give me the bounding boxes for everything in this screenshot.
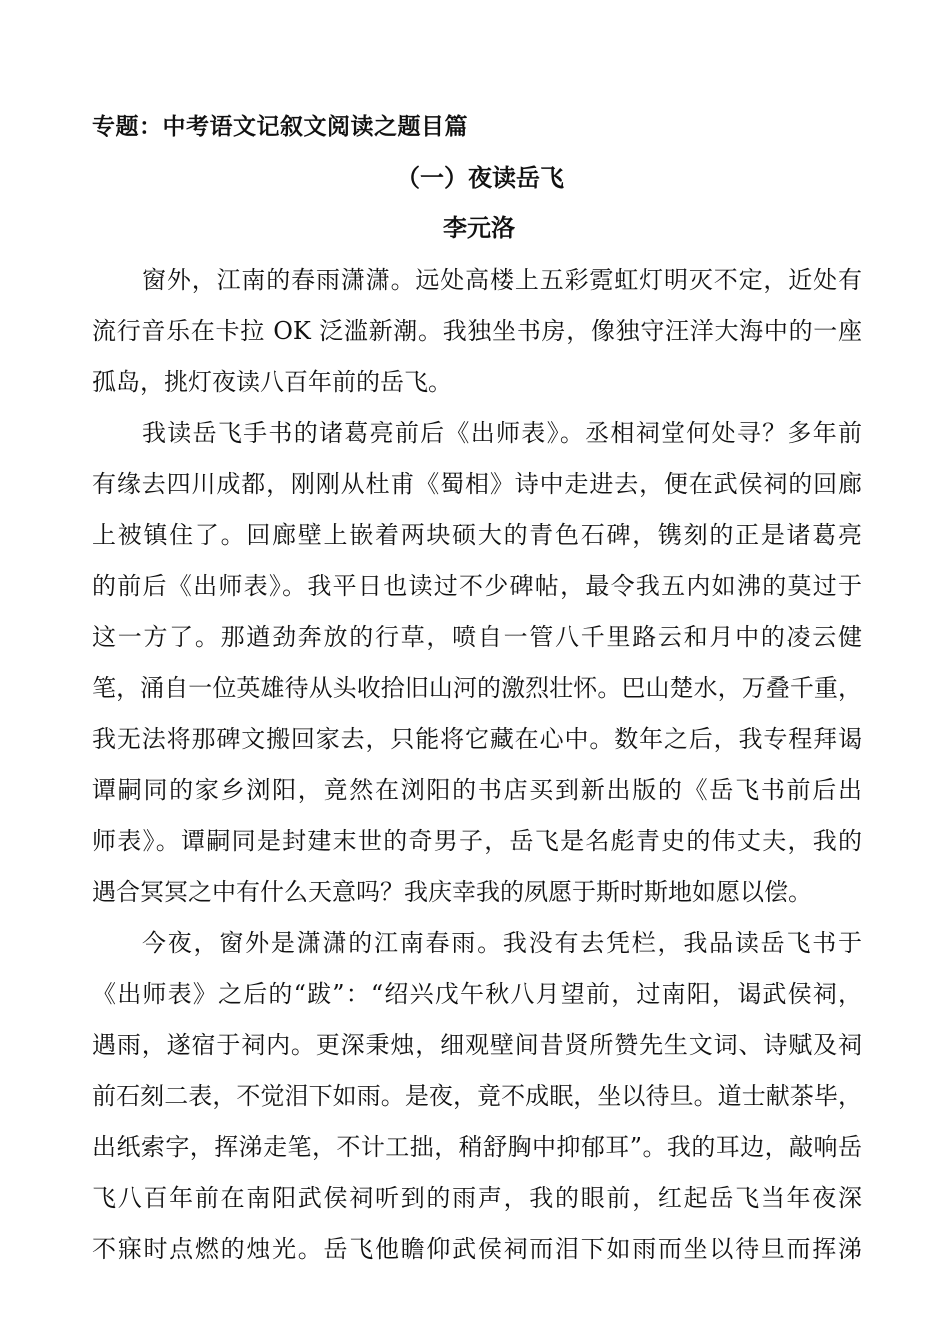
text-line: 不寐时点燃的烛光。岳飞他瞻仰武侯祠而泪下如雨而坐以待旦而挥涕 <box>92 1235 862 1263</box>
text-line: 我无法将那碑文搬回家去，只能将它藏在心中。数年之后，我专程拜谒 <box>92 725 862 753</box>
text-line: 的前后《出师表》。我平日也读过不少碑帖，最令我五内如沸的莫过于 <box>92 572 862 600</box>
essay-body <box>92 255 862 1275</box>
text-line: 飞八百年前在南阳武侯祠听到的雨声，我的眼前，红起岳飞当年夜深 <box>92 1184 862 1212</box>
text-line: 笔，涌自一位英雄待从头收拾旧山河的激烈壮怀。巴山楚水，万叠千重， <box>92 674 862 702</box>
paragraph <box>92 918 862 1275</box>
essay-title: （一）夜读岳飞 <box>396 164 564 192</box>
text-line: 谭嗣同的家乡浏阳，竟然在浏阳的书店买到新出版的《岳飞书前后出 <box>92 776 862 804</box>
text-line: 有缘去四川成都，刚刚从杜甫《蜀相》诗中走进去，便在武侯祠的回廊 <box>92 470 862 498</box>
text-line: 今夜，窗外是潇潇的江南春雨。我没有去凭栏，我品读岳飞书于 <box>142 929 862 957</box>
paragraph <box>92 408 862 918</box>
text-line: 出纸索字，挥涕走笔，不计工拙，稍舒胸中抑郁耳”。我的耳边，敲响岳 <box>92 1133 862 1161</box>
text-line: 前石刻二表，不觉泪下如雨。是夜，竟不成眠，坐以待旦。道士献茶毕， <box>92 1082 862 1110</box>
text-line: 窗外，江南的春雨潇潇。远处高楼上五彩霓虹灯明灭不定，近处有 <box>142 266 862 294</box>
text-line: 遇合冥冥之中有什么天意吗？我庆幸我的夙愿于斯时斯地如愿以偿。 <box>92 878 812 906</box>
text-line: 我读岳飞手书的诸葛亮前后《出师表》。丞相祠堂何处寻？多年前 <box>142 419 862 447</box>
document-header: 专题：中考语文记叙文阅读之题目篇 <box>92 114 468 140</box>
essay-author: 李元洛 <box>443 214 515 242</box>
text-line: 遇雨，遂宿于祠内。更深秉烛，细观壁间昔贤所赞先生文词、诗赋及祠 <box>92 1031 862 1059</box>
text-line: 师表》。谭嗣同是封建末世的奇男子，岳飞是名彪青史的伟丈夫，我的 <box>92 827 862 855</box>
text-line: 流行音乐在卡拉 OK 泛滥新潮。我独坐书房，像独守汪洋大海中的一座 <box>92 317 862 345</box>
text-line: 《出师表》之后的“跋”：“绍兴戊午秋八月望前，过南阳，谒武侯祠， <box>92 980 862 1008</box>
paragraph <box>92 255 862 408</box>
text-line: 孤岛，挑灯夜读八百年前的岳飞。 <box>92 368 452 396</box>
text-line: 这一方了。那遒劲奔放的行草，喷自一管八千里路云和月中的凌云健 <box>92 623 862 651</box>
text-line: 上被镇住了。回廊壁上嵌着两块硕大的青色石碑，镌刻的正是诸葛亮 <box>92 521 862 549</box>
